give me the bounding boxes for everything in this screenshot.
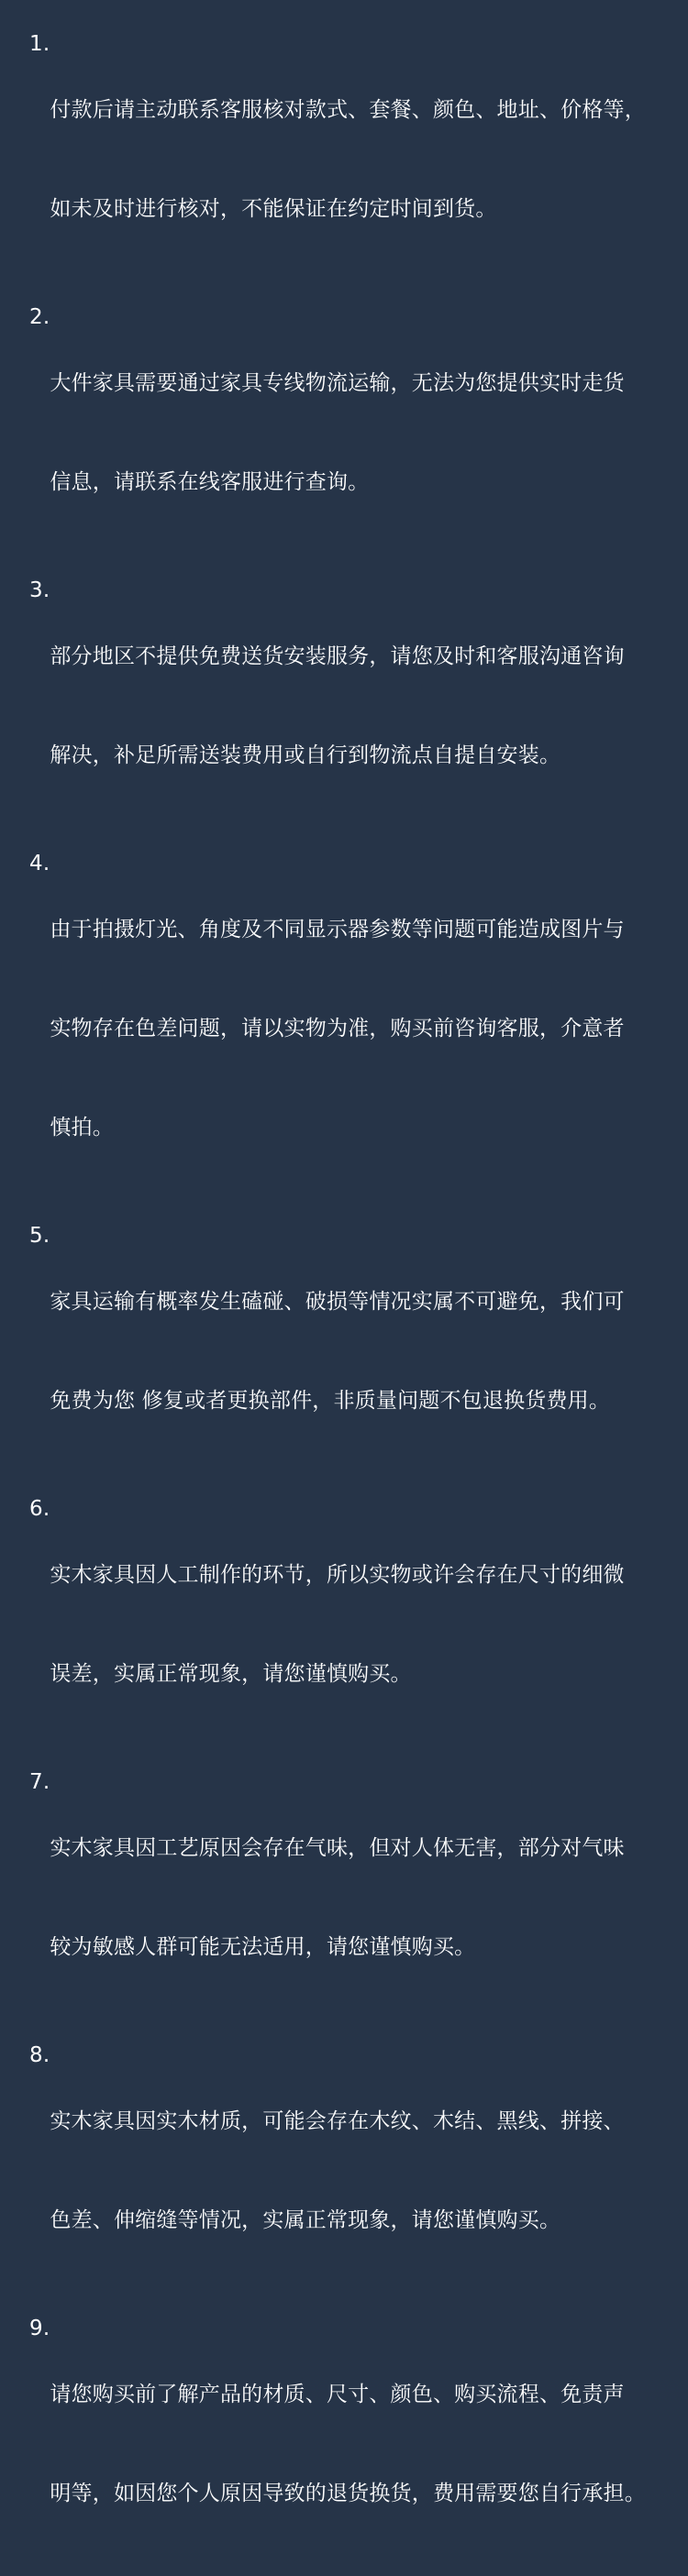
item-line: 实木家具因工艺原因会存在气味，但对人体无害，部分对气味 (50, 1836, 625, 1860)
item-text (50, 2312, 662, 2576)
item-line: 色差、伸缩缝等情况，实属正常现象，请您谨慎购买。 (50, 2208, 561, 2232)
notice-item-9 (29, 2312, 662, 2576)
item-text (50, 574, 662, 838)
item-line: 实木家具因人工制作的环节，所以实物或许会存在尺寸的细微 (50, 1563, 625, 1587)
item-line: 明等，如因您个人原因导致的退货换货，费用需要您自行承担。 (50, 2482, 646, 2505)
item-line: 信息，请联系在线客服进行查询。 (50, 470, 370, 494)
item-line: 较为敏感人群可能无法适用，请您谨慎购买。 (50, 1935, 476, 1959)
item-line: 实物存在色差问题，请以实物为准，购买前咨询客服，介意者 (50, 1017, 625, 1040)
notice-item-7 (29, 1766, 662, 2030)
item-line: 家具运输有概率发生磕碰、破损等情况实属不可避免，我们可 (50, 1290, 625, 1314)
notice-item-2 (29, 301, 662, 565)
item-text (50, 2039, 662, 2303)
item-line: 实木家具因实木材质，可能会存在木纹、木结、黑线、拼接、 (50, 2109, 625, 2133)
item-line: 部分地区不提供免费送货安装服务，请您及时和客服沟通咨询 (50, 644, 625, 668)
notice-item-4 (29, 847, 662, 1210)
notice-item-1 (29, 28, 662, 292)
item-text (50, 1492, 662, 1756)
item-text (50, 847, 662, 1210)
item-line: 慎拍。 (50, 1116, 114, 1139)
item-text (50, 301, 662, 565)
item-line: 误差，实属正常现象，请您谨慎购买。 (50, 1662, 412, 1686)
item-line: 大件家具需要通过家具专线物流运输，无法为您提供实时走货 (50, 371, 625, 395)
item-number: 1. (29, 32, 50, 56)
item-line: 免费为您 修复或者更换部件，非质量问题不包退换货费用。 (50, 1389, 611, 1413)
notice-item-3 (29, 574, 662, 838)
item-text (50, 1766, 662, 2030)
item-number: 7. (29, 1770, 50, 1794)
item-line: 付款后请主动联系客服核对款式、套餐、颜色、地址、价格等， (50, 98, 646, 122)
item-number: 5. (29, 1224, 50, 1248)
notice-item-8 (29, 2039, 662, 2303)
item-text (50, 28, 662, 292)
notice-item-6 (29, 1492, 662, 1756)
item-number: 3. (29, 578, 50, 602)
item-number: 8. (29, 2043, 50, 2067)
item-line: 由于拍摄灯光、角度及不同显示器参数等问题可能造成图片与 (50, 918, 625, 941)
item-number: 2. (29, 305, 50, 329)
item-number: 4. (29, 852, 50, 875)
item-number: 9. (29, 2317, 50, 2340)
item-line: 如未及时进行核对，不能保证在约定时间到货。 (50, 197, 497, 221)
item-number: 6. (29, 1497, 50, 1521)
item-text (50, 1219, 662, 1483)
item-line: 解决，补足所需送装费用或自行到物流点自提自安装。 (50, 743, 561, 767)
notice-item-5 (29, 1219, 662, 1483)
item-line: 请您购买前了解产品的材质、尺寸、颜色、购买流程、免责声 (50, 2383, 625, 2406)
